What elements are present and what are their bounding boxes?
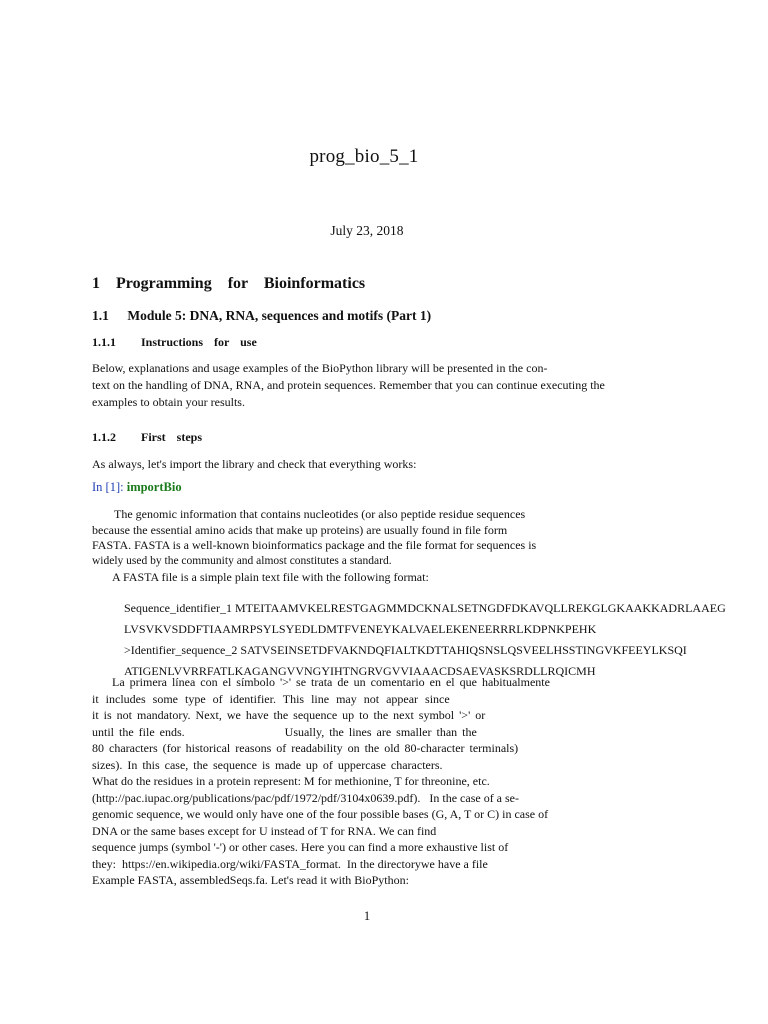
explanation-line: it includes some type of identifier. This line may not appear since xyxy=(92,691,450,706)
explanation-line: sizes). In this case, the sequence is made up of uppercase characters. xyxy=(92,757,443,772)
subsubsection-heading-1-1-2 xyxy=(92,430,202,445)
intro-line: text on the handling of DNA, RNA, and protein sequences. Remember that you can continue executing the xyxy=(92,378,605,392)
explanation-line: Example FASTA, assembledSeqs.fa. Let's read it with BioPython: xyxy=(92,873,409,887)
subsubsection-title: Instructions for use xyxy=(141,335,257,349)
explanation-line: (http://pac.iupac.org/publications/pac/pdf/1972/pdf/3104x0639.pdf). In the case of a se- xyxy=(92,790,520,805)
sequence-line: >Identifier_sequence_2 SATVSEINSETDFVAKNDQFIALTKDTTAHIQSNSLQSVEELHSSTINGVKFEEYLKSQI xyxy=(124,643,687,657)
genomic-line: because the essential amino acids that make up proteins) are usually found in file form xyxy=(92,522,508,537)
first-steps-paragraph xyxy=(92,456,622,473)
code-cell[interactable] xyxy=(92,480,182,495)
sequence-line: Sequence_identifier_1 MTEITAAMVKELRESTGAGMMDCKNALSETNGDFDKAVQLLREKGLGKAAKKADRLAAEG xyxy=(124,601,726,615)
explanation-line: 80 characters (for historical reasons of readability on the old 80-character terminals) xyxy=(92,741,519,755)
document-title: prog_bio_5_1 xyxy=(309,146,419,167)
explanation-paragraph xyxy=(92,674,550,889)
explanation-line: genomic sequence, we would only have one of the four possible bases (G, A, T or C) in case of xyxy=(92,807,549,821)
explanation-line: What do the residues in a protein represent: M for methionine, T for threonine, etc. xyxy=(92,774,490,788)
subsubsection-heading-1-1-1 xyxy=(92,335,257,350)
fasta-intro: A FASTA file is a simple plain text file with the following format: xyxy=(112,570,429,584)
explanation-line: until the file ends. Usually, the lines are smaller than the xyxy=(92,724,477,739)
document-date: July 23, 2018 xyxy=(330,223,404,238)
subsection-number: 1.1 xyxy=(92,308,109,323)
section-heading-1 xyxy=(92,275,365,293)
genomic-line: The genomic information that contains nucleotides (or also peptide residue sequences xyxy=(114,507,526,521)
subsection-heading-1-1 xyxy=(92,308,431,324)
fasta-sequence-block xyxy=(124,598,726,682)
explanation-line: La primera línea con el símbolo '>' se trata de un comentario en el que habitualmente xyxy=(112,675,550,689)
subsubsection-title: First steps xyxy=(141,430,202,444)
page-number: 1 xyxy=(363,909,371,923)
subsection-title: Module 5: DNA, RNA, sequences and motifs (Part 1) xyxy=(127,308,432,323)
explanation-line: they: https://en.wikipedia.org/wiki/FASTA_format. In the directorywe have a file xyxy=(92,856,488,871)
subsubsection-number: 1.1.1 xyxy=(92,335,116,349)
cell-prompt: In [1]: xyxy=(92,480,124,494)
genomic-line: widely used by the community and almost constitutes a standard. xyxy=(92,554,392,567)
intro-paragraph xyxy=(92,360,622,411)
section-number: 1 xyxy=(92,275,100,292)
section-title: Programming for Bioinformatics xyxy=(116,275,366,292)
intro-line: examples to obtain your results. xyxy=(92,395,245,409)
sequence-line: ATIGENLVVRRFATLKAGANGVVNGYIHTNGRVGVVIAAACDSAEVASKSRDLLRQICMH xyxy=(124,664,596,678)
explanation-line: sequence jumps (symbol '-') or other cases. Here you can find a more exhaustive list of xyxy=(92,840,509,854)
explanation-line: DNA or the same bases except for U instead of T for RNA. We can find xyxy=(92,823,437,838)
subsubsection-number: 1.1.2 xyxy=(92,430,116,444)
first-steps-text: As always, let's import the library and check that everything works: xyxy=(92,457,417,471)
explanation-line: it is not mandatory. Next, we have the sequence up to the next symbol '>' or xyxy=(92,708,486,722)
genomic-paragraph xyxy=(92,507,536,586)
intro-line: Below, explanations and usage examples of the BioPython library will be presented in the con- xyxy=(92,361,548,375)
genomic-line: FASTA. FASTA is a well-known bioinformatics package and the file format for sequences is xyxy=(92,538,537,552)
sequence-line: LVSVKVSDDFTIAAMRPSYLSYEDLDMTFVENEYKALVAELEKENEERRRLKDPNKPEHK xyxy=(124,622,597,636)
cell-code[interactable]: importBio xyxy=(126,480,182,494)
